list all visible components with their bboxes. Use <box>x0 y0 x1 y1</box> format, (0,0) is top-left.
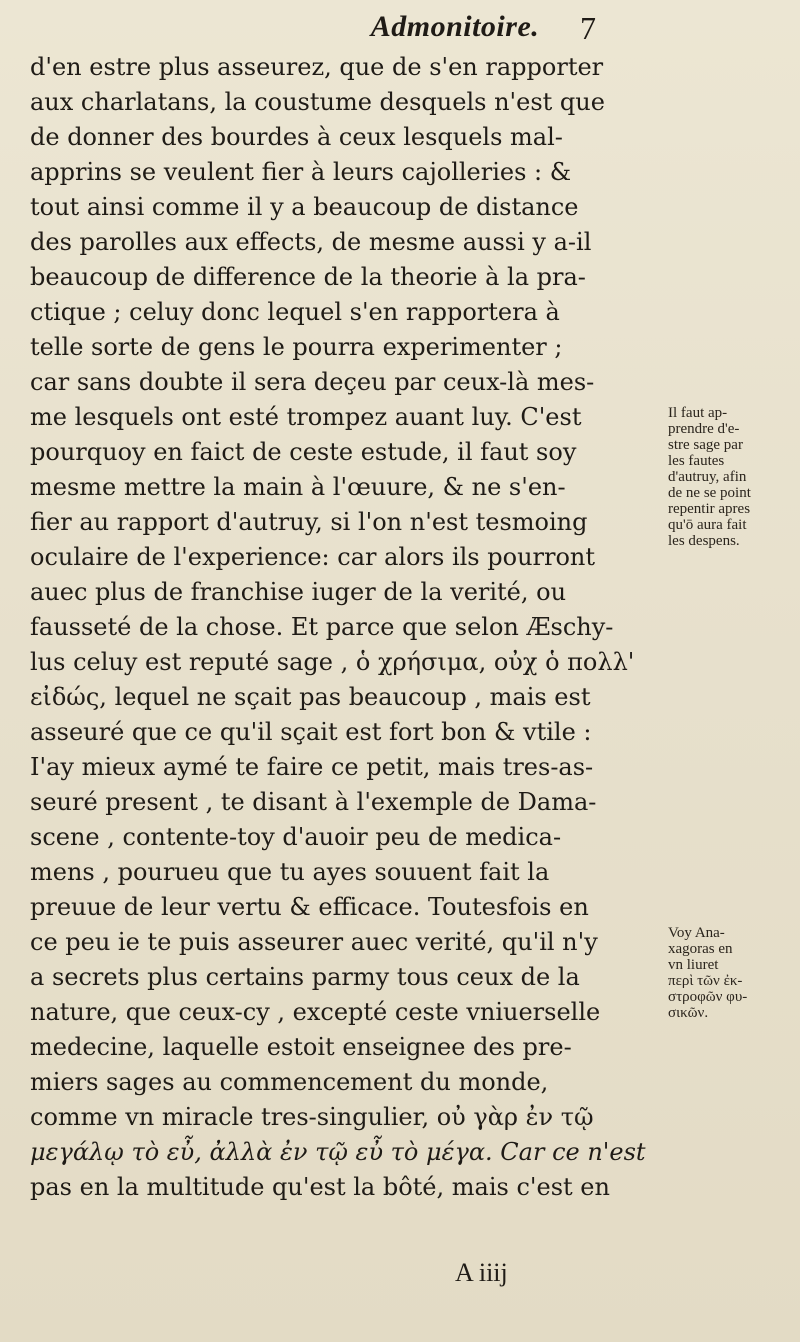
text-line: tout ainsi comme il y a beaucoup de distance <box>30 193 579 221</box>
running-title: Admonitoire. <box>370 10 540 43</box>
text-line: lus celuy est reputé sage , ὁ χρήσιμα, οὐχ ὁ πολλ' <box>30 648 635 676</box>
text-line: miers sages au commencement du monde, <box>30 1068 549 1096</box>
text-line: d'en estre plus asseurez, que de s'en rapporter <box>30 53 604 81</box>
margin-line: qu'ō aura fait <box>668 517 747 533</box>
margin-line: stre sage par <box>668 437 743 453</box>
text-line: mesme mettre la main à l'œuure, & ne s'en- <box>30 473 566 501</box>
margin-line: Voy Ana- <box>668 925 725 941</box>
text-line: pas en la multitude qu'est la bôté, mais c'est en <box>30 1173 610 1201</box>
text-line: ce peu ie te puis asseurer auec verité, qu'il n'y <box>30 928 598 956</box>
text-line: auec plus de franchise iuger de la verité, ou <box>30 578 567 606</box>
margin-line: xagoras en <box>668 941 733 957</box>
text-line: a secrets plus certains parmy tous ceux de la <box>30 963 580 991</box>
text-line: telle sorte de gens le pourra experimenter ; <box>30 333 563 361</box>
margin-line: Il faut ap- <box>668 405 728 421</box>
margin-line: de ne se point <box>668 485 751 501</box>
text-line: εἰδώς, lequel ne sçait pas beaucoup , mais est <box>30 683 591 711</box>
main-text-block <box>30 50 665 1205</box>
marginal-note-anaxagoras <box>668 925 793 1021</box>
margin-line: στροφῶν φυ- <box>668 989 748 1005</box>
text-line: apprins se veulent fier à leurs cajolleries : & <box>30 158 572 186</box>
margin-line: vn liuret <box>668 957 719 973</box>
margin-line: σικῶν. <box>668 1005 709 1021</box>
signature-mark: A iiij <box>455 1258 508 1287</box>
margin-line: prendre d'e- <box>668 421 740 437</box>
marginal-note-autruy <box>668 405 793 549</box>
text-line: medecine, laquelle estoit enseignee des pre- <box>30 1033 572 1061</box>
text-line: nature, que ceux-cy , excepté ceste vniuerselle <box>30 998 601 1026</box>
margin-line: les despens. <box>668 533 740 549</box>
text-line: fier au rapport d'autruy, si l'on n'est tesmoing <box>30 508 588 536</box>
text-line: asseuré que ce qu'il sçait est fort bon & vtile : <box>30 718 592 746</box>
page-number: 7 <box>580 10 596 46</box>
text-line: scene , contente-toy d'auoir peu de medica- <box>30 823 562 851</box>
text-line: aux charlatans, la coustume desquels n'est que <box>30 88 605 116</box>
text-line: beaucoup de difference de la theorie à la pra- <box>30 263 586 291</box>
text-line: des parolles aux effects, de mesme aussi y a-il <box>30 228 592 256</box>
text-line: pourquoy en faict de ceste estude, il faut soy <box>30 438 577 466</box>
margin-line: repentir apres <box>668 501 751 517</box>
text-line: preuue de leur vertu & efficace. Toutesfois en <box>30 893 589 921</box>
text-line: comme vn miracle tres-singulier, οὐ γὰρ ἐν τῷ <box>30 1103 594 1131</box>
text-line: fausseté de la chose. Et parce que selon Æschy- <box>30 613 614 641</box>
margin-line: περὶ τῶν ἐκ- <box>668 973 743 989</box>
text-line: me lesquels ont esté trompez auant luy. C'est <box>30 403 582 431</box>
text-line: mens , pourueu que tu ayes souuent fait la <box>30 858 550 886</box>
margin-line: les fautes <box>668 453 725 469</box>
text-line: oculaire de l'experience: car alors ils pourront <box>30 543 596 571</box>
text-line: de donner des bourdes à ceux lesquels mal- <box>30 123 563 151</box>
text-line: seuré present , te disant à l'exemple de Dama- <box>30 788 597 816</box>
text-line: I'ay mieux aymé te faire ce petit, mais tres-as- <box>30 753 594 781</box>
text-line: car sans doubte il sera deçeu par ceux-là mes- <box>30 368 595 396</box>
text-line-greek: μεγάλῳ τὸ εὖ, ἀλλὰ ἐν τῷ εὖ τὸ μέγα. Car ce n'est <box>30 1138 646 1166</box>
margin-line: d'autruy, afin <box>668 469 747 485</box>
text-line: ctique ; celuy donc lequel s'en rapportera à <box>30 298 560 326</box>
